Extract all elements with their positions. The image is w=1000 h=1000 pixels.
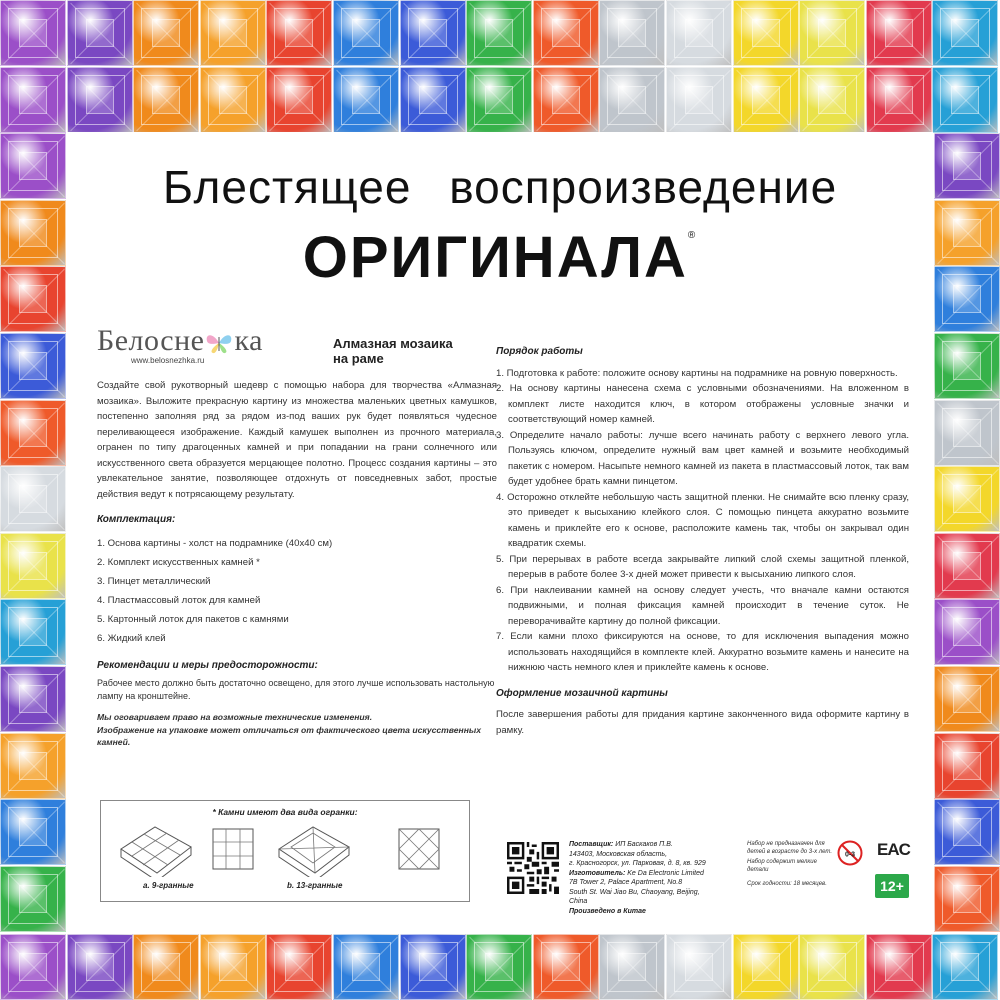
gem-tile	[133, 0, 199, 66]
gem-tile	[599, 0, 665, 66]
safety-text: Рабочее место должно быть достаточно освещено, для этого лучше использовать настольную лампу на кронштейне.	[97, 678, 495, 701]
brand-logo	[97, 324, 263, 365]
gem-tile	[0, 400, 66, 466]
gem-tile	[200, 0, 266, 66]
gem-tile	[0, 266, 66, 332]
supplier-label: Поставщик:	[569, 841, 614, 848]
step-item: 7. Если камни плохо фиксируются на основе, то для исключения выпадения можно использовать находящийся в комплекте клей. Аккуратно возьмите камень и нанесите на нижнюю часть немного клея и приклейте камень к основе.	[496, 631, 909, 673]
gem-tile	[0, 333, 66, 399]
safety-title: Рекомендации и меры предосторожности:	[97, 659, 318, 671]
gem-tile	[866, 934, 932, 1000]
gem-tile	[0, 733, 66, 799]
step-item: 3. Определите начало работы: лучше всего начинать работу с верхнего левого угла. Пользуясь ключом, определите нужный вам цвет камней и возьмите необходимый пакетик с номером. Насыпьте немного камней из пакета в пластмассовый лоток, так вам будет удобнее брать камни пинцетом.	[496, 429, 909, 487]
gem-tile	[866, 0, 932, 66]
steps-title: Порядок работы	[496, 346, 583, 357]
left-column	[97, 378, 497, 749]
disclaimer-2: Изображение на упаковке может отличаться от фактического цвета искусственных камней.	[97, 724, 482, 747]
manufacturer-name: Ke Da Electronic Limited	[627, 869, 704, 877]
gem-tile	[333, 0, 399, 66]
gem-tile	[0, 0, 66, 66]
notice-line-1: Набор не предназначен для детей в возрасте до 3-х лет.	[747, 841, 833, 855]
gem-tile	[0, 934, 66, 1000]
gem-tile	[466, 0, 532, 66]
gem-tile	[932, 0, 998, 66]
gem-tile	[400, 67, 466, 133]
gem-tile	[0, 799, 66, 865]
list-item: 5. Картонный лоток для пакетов с камнями	[97, 613, 289, 625]
cut-types-box	[100, 800, 470, 902]
list-item: 2. Комплект искусственных камней *	[97, 556, 260, 568]
gem-tile	[533, 0, 599, 66]
gem-tile	[934, 666, 1000, 732]
step-item: 2. На основу картины нанесена схема с условными обозначениями. На вложенном в комплект листе находится ключ, в котором отображены условные значки и соответствующий номер камней.	[496, 383, 909, 425]
gem-tile	[733, 934, 799, 1000]
supplier-address-1: 143403, Московская область,	[569, 850, 668, 858]
gem-tile	[333, 934, 399, 1000]
gem-tile	[133, 67, 199, 133]
gem-tile	[934, 200, 1000, 266]
gem-9-facet-icon	[115, 823, 265, 877]
list-item: 4. Пластмассовый лоток для камней	[97, 594, 261, 606]
gem-tile	[200, 67, 266, 133]
age-warning-icon	[837, 840, 863, 866]
supplier-address-2: г. Красногорск, ул. Парковая, д. 8, кв. 929	[569, 860, 706, 867]
gem-tile	[0, 67, 66, 133]
list-item: 6. Жидкий клей	[97, 632, 166, 644]
step-item: 5. При перерывах в работе всегда закрывайте липкий слой схемы защитной пленкой, перерыв в работе более 3-х дней может привести к высыханию липкого слоя.	[496, 553, 909, 580]
brand-name	[97, 324, 263, 358]
notice-line-2: Набор содержит мелкие детали	[747, 859, 817, 873]
gem-tile	[0, 866, 66, 932]
cut-label-a: a. 9-гранные	[143, 881, 194, 890]
kit-list	[97, 534, 497, 648]
gem-tile	[0, 599, 66, 665]
gem-tile	[934, 400, 1000, 466]
manufacturer-address-2: South St. Wai Jiao Bu, Chaoyang, Beijing, China	[569, 888, 700, 905]
gem-tile	[932, 67, 998, 133]
gem-tile	[333, 67, 399, 133]
age-rating-badge: 12+	[875, 874, 909, 898]
gem-tile	[0, 666, 66, 732]
gem-tile	[934, 733, 1000, 799]
gem-tile	[666, 934, 732, 1000]
butterfly-icon	[204, 332, 234, 354]
gem-tile	[599, 67, 665, 133]
manufacturer-label: Изготовитель:	[569, 869, 626, 877]
brand-tagline-1: Алмазная мозаика	[333, 336, 453, 351]
headline-word: ОРИГИНАЛА	[302, 225, 688, 290]
gem-tile	[934, 333, 1000, 399]
right-column	[496, 344, 909, 738]
gem-tile	[67, 0, 133, 66]
gem-tile	[799, 0, 865, 66]
disclaimer-1: Мы оговариваем право на возможные технические изменения.	[97, 712, 373, 722]
notice-line-3: Срок годности: 18 месяцев.	[747, 881, 827, 887]
eac-mark: EAC	[877, 840, 910, 859]
gem-tile	[666, 0, 732, 66]
gem-tile	[934, 599, 1000, 665]
gem-tile	[733, 0, 799, 66]
framing-text: После завершения работы для придания картине законченного вида оформите картину в рамку.	[496, 709, 909, 736]
gem-tile	[266, 934, 332, 1000]
gem-tile	[0, 133, 66, 199]
step-item: 1. Подготовка к работе: положите основу картины на подрамнике на ровную поверхность.	[496, 367, 898, 379]
age-notice	[747, 840, 837, 888]
headline-line-2	[67, 224, 933, 291]
made-in: Произведено в Китае	[569, 907, 646, 915]
gem-tile	[200, 934, 266, 1000]
gem-tile	[934, 866, 1000, 932]
gem-tile	[799, 67, 865, 133]
qr-code-icon	[507, 842, 559, 894]
headline-line-1: Блестящее воспроизведение	[162, 161, 838, 213]
gem-tile	[133, 934, 199, 1000]
age-warning-text: 0-3	[844, 851, 856, 859]
supplier-name: ИП Баскаков П.В.	[615, 841, 673, 848]
gem-tile	[733, 67, 799, 133]
gem-tile	[932, 934, 998, 1000]
gem-tile	[266, 67, 332, 133]
gem-tile	[400, 0, 466, 66]
gem-tile	[934, 266, 1000, 332]
brand-tagline-2: на раме	[333, 351, 384, 366]
step-item: 4. Осторожно отклейте небольшую часть защитной пленки. Не снимайте всю пленку сразу, это приведет к высыханию клейкого слоя. С помощью пинцета аккуратно возьмите камень и приклейте его к основе, расположите камень так, чтобы он закрывал один квадратик схемы.	[496, 491, 909, 549]
gem-tile	[67, 934, 133, 1000]
gem-tile	[934, 533, 1000, 599]
cut-types-title: * Камни имеют два вида огранки:	[212, 807, 358, 817]
gem-tile	[934, 133, 1000, 199]
manufacturer-address-1: 7B Tower 2, Palace Apartment, No.8	[569, 879, 683, 886]
gem-tile	[0, 200, 66, 266]
gem-tile	[934, 799, 1000, 865]
supplier-info	[569, 840, 719, 916]
gem-tile	[934, 466, 1000, 532]
list-item: 3. Пинцет металлический	[97, 575, 211, 587]
gem-tile	[466, 934, 532, 1000]
gem-tile	[67, 67, 133, 133]
brand-tagline	[333, 336, 453, 366]
gem-tile	[599, 934, 665, 1000]
content-panel	[67, 132, 933, 934]
gem-tile	[666, 67, 732, 133]
gem-tile	[466, 67, 532, 133]
gem-tile	[866, 67, 932, 133]
brand-url: www.belosnezhka.ru	[131, 356, 205, 365]
gem-tile	[533, 934, 599, 1000]
gem-tile	[799, 934, 865, 1000]
cut-label-b: b. 13-гранные	[287, 881, 343, 890]
brand-name-part2: ка	[234, 324, 263, 357]
intro-text: Создайте свой рукотворный шедевр с помощью набора для творчества «Алмазная мозаика». Выложите прекрасную картину из множества маленьких цветных камушков, постепенно заполняя ряд за рядом из-под ваших рук будет появляться чудесное переливающееся изображение. Каждый камушек выполнен из прочного материала, огранен по типу драгоценных камней и при попадании на грани солнечного или искусственного света образуется мерцающее полотно. Процесс создания картины – это увлекательное занятие, позволяющее отдохнуть от повседневных забот, простые действия ведут к потрясающему результату.	[97, 380, 497, 500]
gem-tile	[533, 67, 599, 133]
step-item: 6. При наклеивании камней на основу следует учесть, что вначале камни остаются подвижными, и полная фиксация камней происходит в течение суток. Не переворачивайте картину до полной фиксации.	[496, 584, 909, 627]
steps-list	[496, 366, 909, 676]
gem-tile	[266, 0, 332, 66]
gem-tile	[400, 934, 466, 1000]
list-item: 1. Основа картины - холст на подрамнике (40х40 см)	[97, 537, 333, 549]
kit-title: Комплектация:	[97, 514, 176, 525]
gem-tile	[0, 466, 66, 532]
brand-name-part1: Белосне	[97, 324, 205, 357]
gem-13-facet-icon	[269, 823, 459, 877]
registered-mark: ®	[687, 230, 698, 241]
gem-tile	[0, 533, 66, 599]
framing-title: Оформление мозаичной картины	[496, 687, 668, 699]
